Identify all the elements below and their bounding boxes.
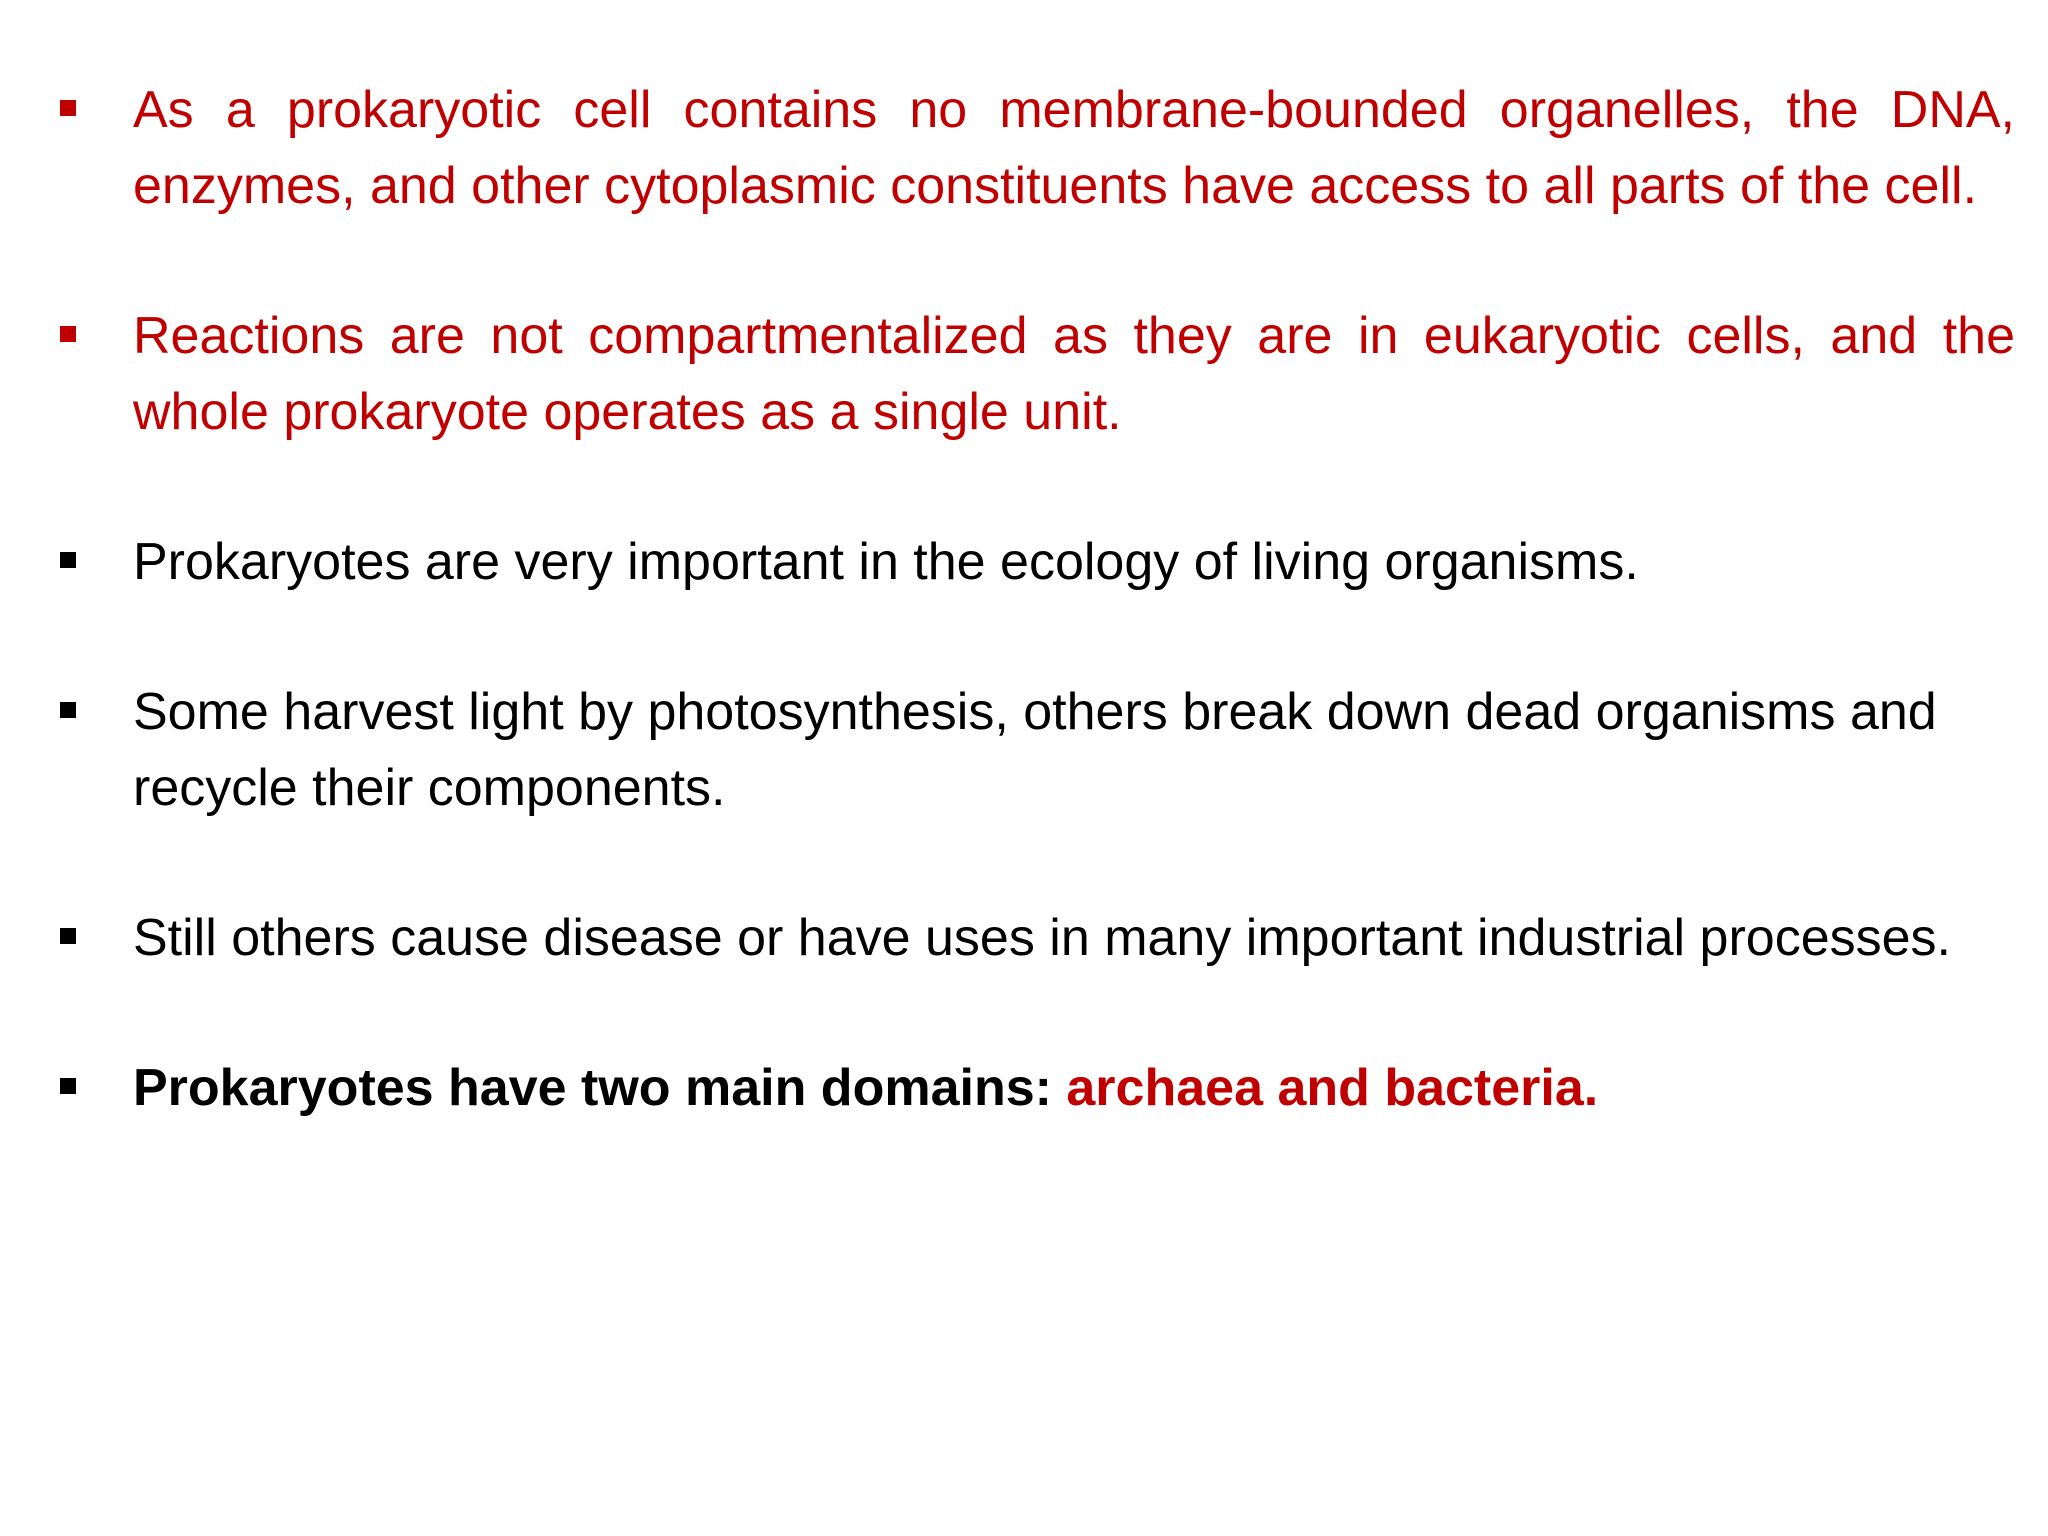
bullet-item-prokaryotic-organelles: [55, 72, 2015, 224]
square-bullet-icon: [60, 1078, 76, 1094]
bullet-text: Some harvest light by photosynthesis, others break down dead organisms and recycle their components.: [133, 683, 1937, 817]
bullet-item-photosynthesis: [55, 674, 2015, 826]
square-bullet-icon: [60, 552, 76, 568]
square-bullet-icon: [60, 928, 76, 944]
bullet-text: [133, 1050, 2015, 1126]
bullet-item-disease-industry: [55, 900, 2015, 976]
bullet-text: As a prokaryotic cell contains no membrane-bounded organelles, the DNA, enzymes, and other cytoplasmic constituents have access to all parts of the cell.: [133, 81, 2015, 215]
square-bullet-icon: [60, 326, 76, 342]
domains-lead-text: Prokaryotes have two main domains:: [133, 1059, 1067, 1117]
bullet-text: Prokaryotes are very important in the ecology of living organisms.: [133, 533, 1639, 591]
bullet-text: Still others cause disease or have uses in many important industrial processes.: [133, 909, 1951, 967]
square-bullet-icon: [60, 702, 76, 718]
square-bullet-icon: [60, 100, 76, 116]
bullet-item-reactions: [55, 298, 2015, 450]
bullet-list: [55, 72, 2015, 1126]
bullet-item-domains: [55, 1050, 2015, 1126]
bullet-item-ecology: [55, 524, 2015, 600]
domains-highlight-text: archaea and bacteria.: [1066, 1059, 1599, 1117]
bullet-text: Reactions are not compartmentalized as they are in eukaryotic cells, and the whole prokaryote operates as a single unit.: [133, 307, 2015, 441]
